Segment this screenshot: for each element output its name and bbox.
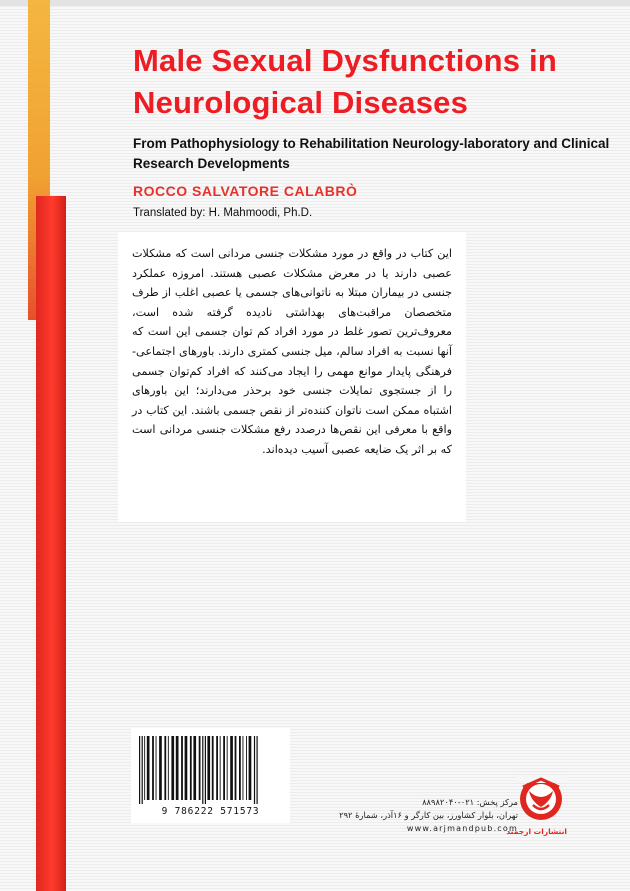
publisher-info <box>303 796 518 835</box>
publisher-logo-mark <box>515 775 567 825</box>
barcode-number: 9 786222 571573 <box>161 806 260 817</box>
blurb-text: این کتاب در واقع در مورد مشکلات جنسی مردانی است که مشکلات عصبی دارند یا در معرض مشکلات عصبی هستند. امروزه عملکرد جنسی در بیماران مبتلا به ناتوانی‌های جسمی یا عصبی اغلب از طرف متخصصان مراقبت‌های بهداشتی نادیده گرفته شده است، معروف‌ترین تصور غلط در مورد افراد کم توان جسمی این است که آنها نسبت به افراد سالم، میل جنسی کمتری دارند. باورهای اجتماعی-فرهنگی پایدار موانع مهمی را ایجاد می‌کنند که افراد کم‌توان جسمی را از جستجوی تمایلات جنسی خود برحذر می‌دارند؛ این باورهای اشتباه ممکن است ناتوان کننده‌تر از نقص جسمی باشند. این کتاب در واقع با معرفی این نقص‌ها درصدد رفع مشکلات جنسی مردانی است که بر اثر یک ضایعه عصبی آسیب دیده‌اند. <box>132 247 452 456</box>
publisher-website: www.arjmandpub.com <box>406 824 518 833</box>
publisher-logo-name: انتشارات ارجمند <box>506 827 567 836</box>
book-title: Male Sexual Dysfunctions in Neurological Diseases <box>133 43 558 120</box>
book-translator: Translated by: H. Mahmoodi, Ph.D. <box>133 207 313 219</box>
spine-red-band <box>36 196 66 891</box>
isbn-barcode <box>131 728 290 823</box>
book-author: ROCCO SALVATORE CALABRÒ <box>133 183 358 199</box>
top-strip <box>0 0 630 6</box>
book-subtitle: From Pathophysiology to Rehabilitation Neurology-laboratory and Clinical Research Developments <box>133 136 610 171</box>
distribution-center-line: مرکز پخش: ۰۲۱-۸۸۹۸۲۰۴۰ <box>422 797 518 807</box>
barcode-bars <box>137 736 284 804</box>
arjmand-publisher-logo-icon <box>506 775 567 841</box>
blurb-panel <box>118 232 466 522</box>
publisher-address-line: تهران، بلوار کشاورز، بین کارگر و ۱۶آذر، شمارهٔ ۲۹۲ <box>339 810 518 820</box>
